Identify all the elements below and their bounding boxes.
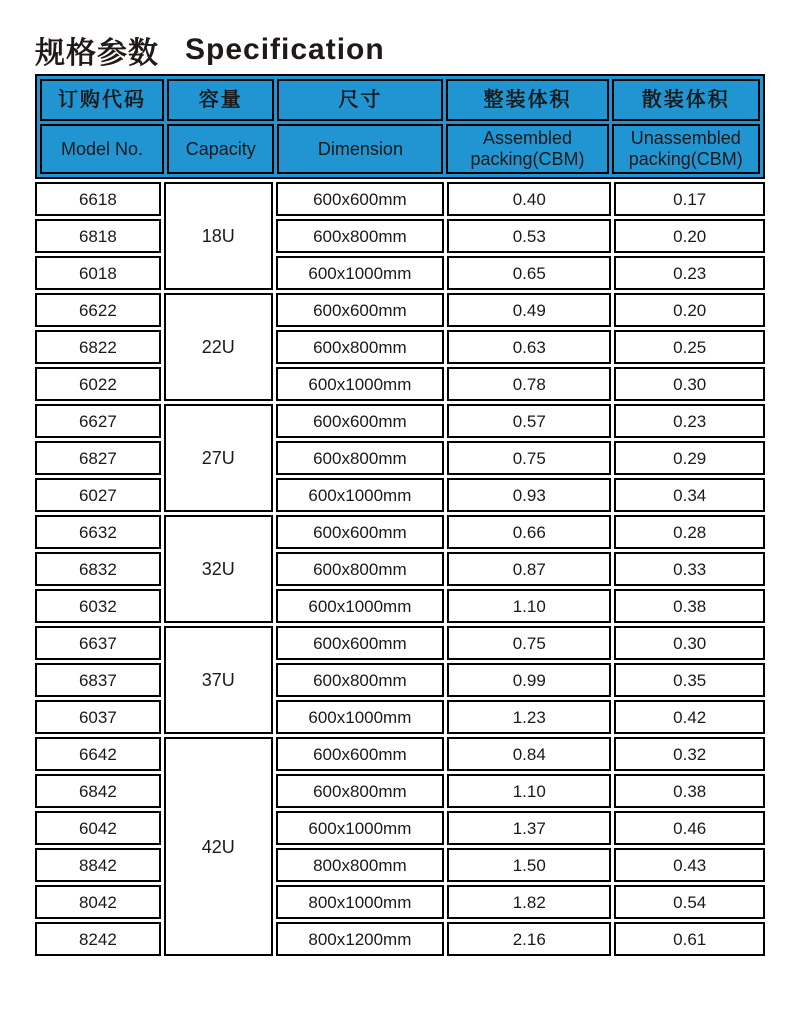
model-cell: 6018 bbox=[35, 256, 161, 290]
assembled-cell: 1.82 bbox=[447, 885, 611, 919]
dimension-cell: 600x800mm bbox=[276, 330, 444, 364]
dimension-cell: 600x800mm bbox=[276, 441, 444, 475]
unassembled-cell: 0.32 bbox=[614, 737, 765, 771]
header-en-unassembled: Unassembled packing(CBM) bbox=[612, 124, 760, 174]
assembled-cell: 0.75 bbox=[447, 441, 611, 475]
unassembled-cell: 0.17 bbox=[614, 182, 765, 216]
table-header bbox=[35, 74, 765, 179]
dimension-cell: 800x1200mm bbox=[276, 922, 444, 956]
unassembled-cell: 0.38 bbox=[614, 589, 765, 623]
model-cell: 8042 bbox=[35, 885, 161, 919]
model-cell: 6622 bbox=[35, 293, 161, 327]
assembled-cell: 0.78 bbox=[447, 367, 611, 401]
assembled-cell: 0.63 bbox=[447, 330, 611, 364]
page-title-zh: 规格参数 bbox=[35, 37, 159, 70]
assembled-cell: 0.84 bbox=[447, 737, 611, 771]
capacity-cell: 37U bbox=[164, 626, 273, 734]
unassembled-cell: 0.54 bbox=[614, 885, 765, 919]
capacity-cell: 27U bbox=[164, 404, 273, 512]
model-cell: 6618 bbox=[35, 182, 161, 216]
unassembled-cell: 0.29 bbox=[614, 441, 765, 475]
header-zh-assembled: 整装体积 bbox=[446, 79, 608, 121]
assembled-cell: 2.16 bbox=[447, 922, 611, 956]
assembled-cell: 0.99 bbox=[447, 663, 611, 697]
model-cell: 6832 bbox=[35, 552, 161, 586]
assembled-cell: 1.50 bbox=[447, 848, 611, 882]
unassembled-cell: 0.28 bbox=[614, 515, 765, 549]
header-en-capacity: Capacity bbox=[167, 124, 274, 174]
unassembled-cell: 0.30 bbox=[614, 626, 765, 660]
assembled-cell: 1.10 bbox=[447, 589, 611, 623]
header-zh-unassembled: 散装体积 bbox=[612, 79, 760, 121]
unassembled-cell: 0.38 bbox=[614, 774, 765, 808]
header-en-assembled: Assembled packing(CBM) bbox=[446, 124, 608, 174]
unassembled-cell: 0.34 bbox=[614, 478, 765, 512]
header-en-model-no: Model No. bbox=[40, 124, 164, 174]
dimension-cell: 600x600mm bbox=[276, 182, 444, 216]
unassembled-cell: 0.61 bbox=[614, 922, 765, 956]
unassembled-cell: 0.23 bbox=[614, 256, 765, 290]
dimension-cell: 600x1000mm bbox=[276, 367, 444, 401]
assembled-cell: 1.23 bbox=[447, 700, 611, 734]
model-cell: 6818 bbox=[35, 219, 161, 253]
dimension-cell: 800x800mm bbox=[276, 848, 444, 882]
capacity-cell: 42U bbox=[164, 737, 273, 956]
assembled-cell: 0.49 bbox=[447, 293, 611, 327]
page-title bbox=[35, 0, 765, 74]
model-cell: 6632 bbox=[35, 515, 161, 549]
dimension-cell: 600x600mm bbox=[276, 404, 444, 438]
assembled-cell: 1.10 bbox=[447, 774, 611, 808]
unassembled-cell: 0.30 bbox=[614, 367, 765, 401]
unassembled-cell: 0.35 bbox=[614, 663, 765, 697]
assembled-cell: 0.66 bbox=[447, 515, 611, 549]
header-zh-capacity: 容量 bbox=[167, 79, 274, 121]
assembled-cell: 0.93 bbox=[447, 478, 611, 512]
assembled-cell: 1.37 bbox=[447, 811, 611, 845]
assembled-cell: 0.65 bbox=[447, 256, 611, 290]
dimension-cell: 600x600mm bbox=[276, 515, 444, 549]
assembled-cell: 0.75 bbox=[447, 626, 611, 660]
model-cell: 8842 bbox=[35, 848, 161, 882]
spec-table bbox=[35, 74, 765, 956]
model-cell: 6822 bbox=[35, 330, 161, 364]
dimension-cell: 600x1000mm bbox=[276, 589, 444, 623]
unassembled-cell: 0.42 bbox=[614, 700, 765, 734]
model-cell: 6837 bbox=[35, 663, 161, 697]
dimension-cell: 600x1000mm bbox=[276, 700, 444, 734]
model-cell: 6037 bbox=[35, 700, 161, 734]
assembled-cell: 0.53 bbox=[447, 219, 611, 253]
model-cell: 6637 bbox=[35, 626, 161, 660]
model-cell: 6842 bbox=[35, 774, 161, 808]
header-zh-model-no: 订购代码 bbox=[40, 79, 164, 121]
dimension-cell: 600x800mm bbox=[276, 219, 444, 253]
model-cell: 6827 bbox=[35, 441, 161, 475]
unassembled-cell: 0.33 bbox=[614, 552, 765, 586]
dimension-cell: 600x600mm bbox=[276, 626, 444, 660]
unassembled-cell: 0.20 bbox=[614, 293, 765, 327]
page-title-en: Specification bbox=[185, 33, 385, 66]
unassembled-cell: 0.25 bbox=[614, 330, 765, 364]
model-cell: 8242 bbox=[35, 922, 161, 956]
unassembled-cell: 0.43 bbox=[614, 848, 765, 882]
dimension-cell: 600x600mm bbox=[276, 737, 444, 771]
header-zh-dimension: 尺寸 bbox=[277, 79, 443, 121]
model-cell: 6642 bbox=[35, 737, 161, 771]
table-body bbox=[35, 182, 765, 956]
dimension-cell: 600x800mm bbox=[276, 552, 444, 586]
assembled-cell: 0.57 bbox=[447, 404, 611, 438]
dimension-cell: 600x600mm bbox=[276, 293, 444, 327]
capacity-cell: 18U bbox=[164, 182, 273, 290]
header-en-dimension: Dimension bbox=[277, 124, 443, 174]
assembled-cell: 0.87 bbox=[447, 552, 611, 586]
model-cell: 6627 bbox=[35, 404, 161, 438]
assembled-cell: 0.40 bbox=[447, 182, 611, 216]
capacity-cell: 32U bbox=[164, 515, 273, 623]
dimension-cell: 600x1000mm bbox=[276, 811, 444, 845]
model-cell: 6027 bbox=[35, 478, 161, 512]
model-cell: 6032 bbox=[35, 589, 161, 623]
dimension-cell: 600x800mm bbox=[276, 663, 444, 697]
unassembled-cell: 0.20 bbox=[614, 219, 765, 253]
dimension-cell: 800x1000mm bbox=[276, 885, 444, 919]
unassembled-cell: 0.46 bbox=[614, 811, 765, 845]
model-cell: 6022 bbox=[35, 367, 161, 401]
dimension-cell: 600x1000mm bbox=[276, 256, 444, 290]
dimension-cell: 600x800mm bbox=[276, 774, 444, 808]
unassembled-cell: 0.23 bbox=[614, 404, 765, 438]
model-cell: 6042 bbox=[35, 811, 161, 845]
capacity-cell: 22U bbox=[164, 293, 273, 401]
dimension-cell: 600x1000mm bbox=[276, 478, 444, 512]
